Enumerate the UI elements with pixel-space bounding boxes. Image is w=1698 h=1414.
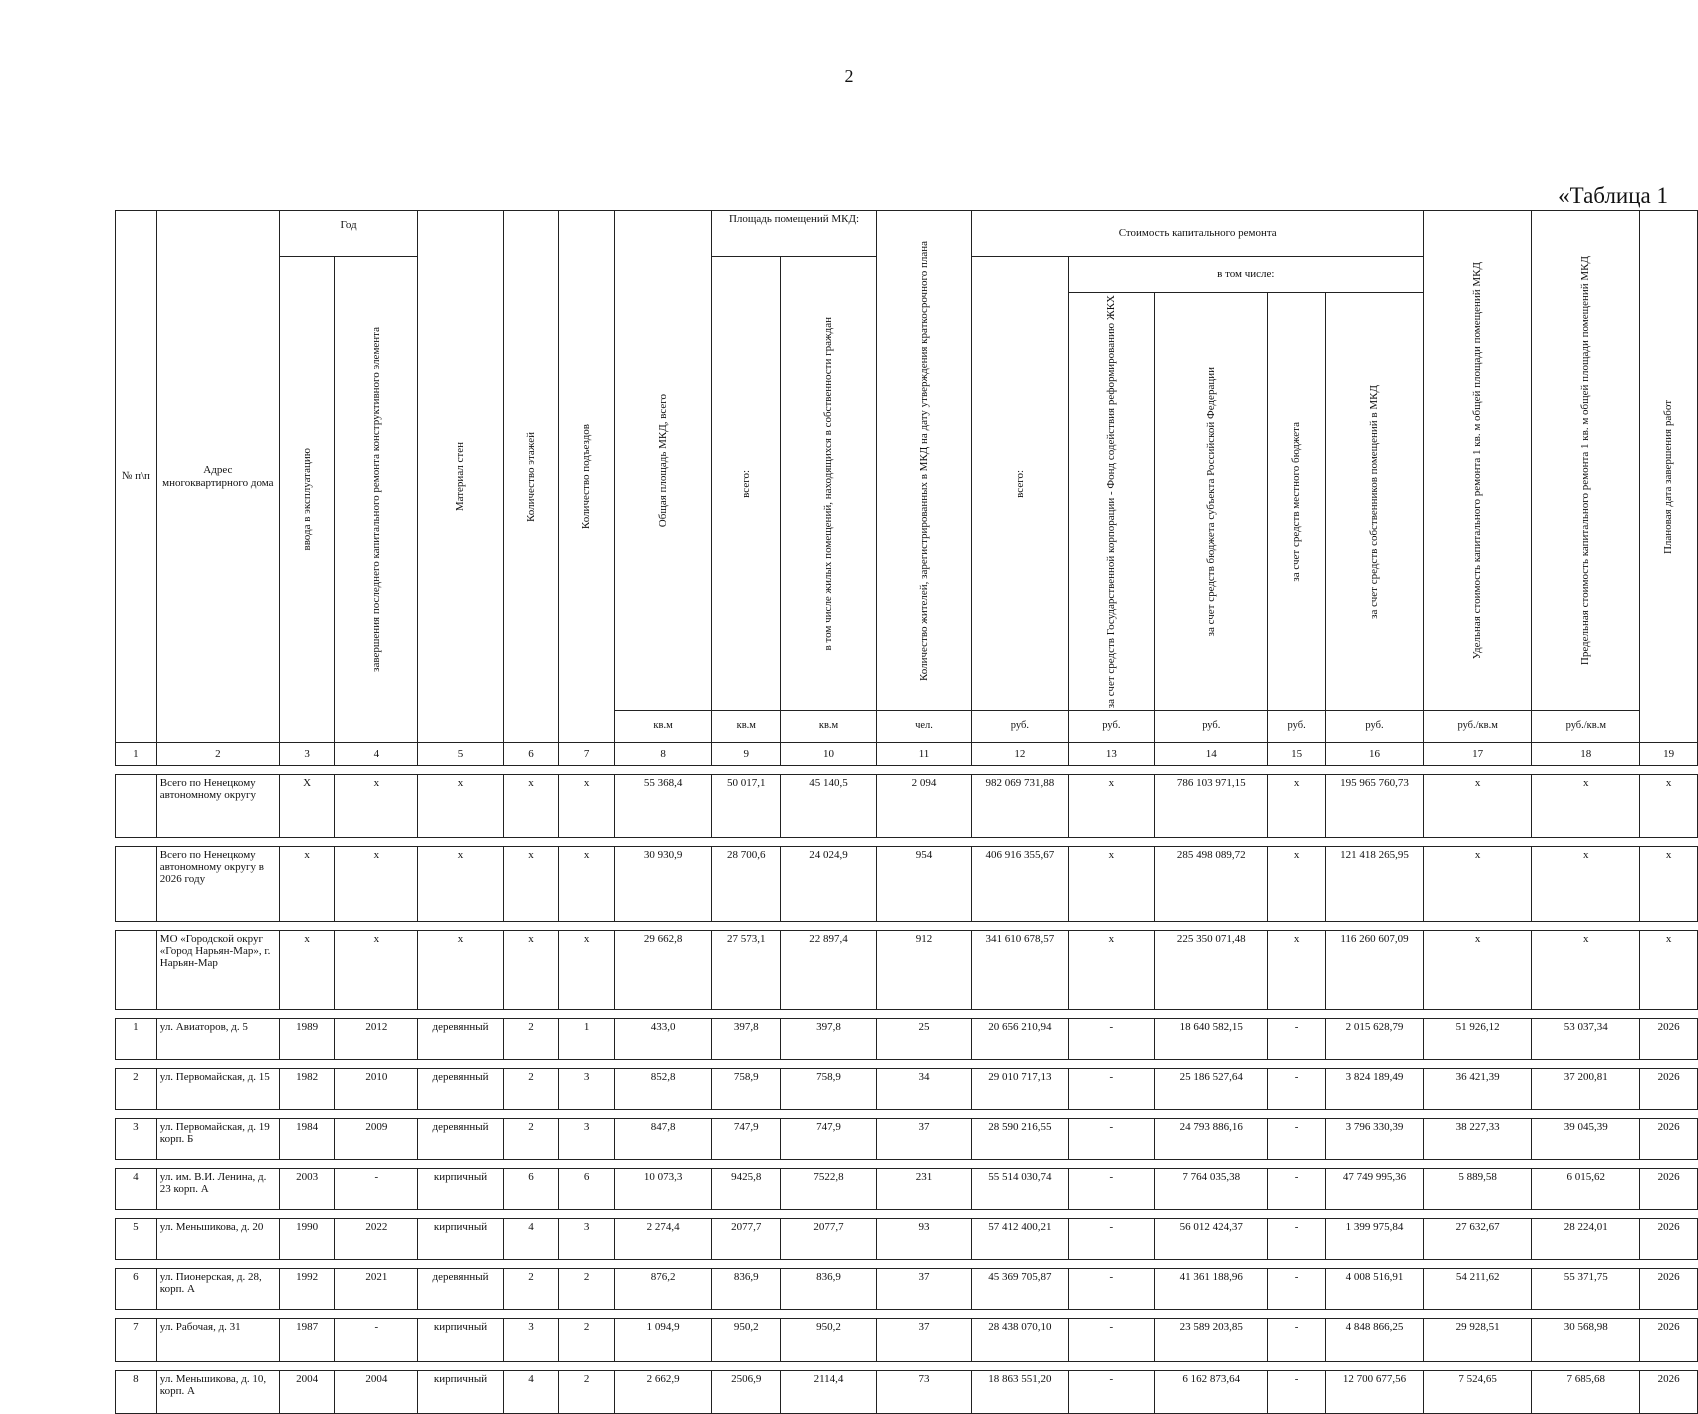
cell-value: 786 103 971,15	[1155, 775, 1268, 838]
cell-value: 954	[876, 847, 971, 922]
cell-row-number: 4	[116, 1169, 157, 1210]
cell-value: 950,2	[781, 1319, 876, 1362]
cell-value: 758,9	[712, 1069, 781, 1110]
cell-value: 1 094,9	[614, 1319, 711, 1362]
cell-value: х	[1268, 931, 1326, 1010]
header-cost-owners: за счет средств собственников помещений в МКД	[1325, 293, 1423, 711]
cell-value: 2	[559, 1319, 615, 1362]
cell-address: МО «Городской округ «Город Нарьян-Мар», г. Нарьян-Мар	[156, 931, 279, 1010]
cell-value: 3 796 330,39	[1325, 1119, 1423, 1160]
cell-value: х	[279, 847, 335, 922]
cell-value: 1984	[279, 1119, 335, 1160]
cell-value: 54 211,62	[1424, 1269, 1532, 1310]
cell-value: кирпичный	[418, 1169, 504, 1210]
cell-value: 2077,7	[712, 1219, 781, 1260]
header-address: Адрес многоквартирного дома	[156, 211, 279, 743]
column-number: 10	[781, 743, 876, 766]
cell-value: -	[1268, 1119, 1326, 1160]
cell-value: 20 656 210,94	[972, 1019, 1068, 1060]
cell-value: -	[1268, 1319, 1326, 1362]
cell-value: -	[335, 1319, 418, 1362]
table-body	[116, 775, 1698, 1414]
table-row	[116, 931, 1698, 1010]
cell-value: кирпичный	[418, 1219, 504, 1260]
table-row	[116, 1169, 1698, 1210]
unit-cell: кв.м	[712, 711, 781, 743]
column-number: 3	[279, 743, 335, 766]
table-row	[116, 1019, 1698, 1060]
cell-value: 28 224,01	[1532, 1219, 1640, 1260]
cell-value: 12 700 677,56	[1325, 1371, 1423, 1414]
cell-value: 2 274,4	[614, 1219, 711, 1260]
cell-value: 3	[559, 1219, 615, 1260]
cell-row-number	[116, 931, 157, 1010]
cell-row-number: 6	[116, 1269, 157, 1310]
cell-value: Х	[279, 775, 335, 838]
cell-value: 50 017,1	[712, 775, 781, 838]
cell-value: 121 418 265,95	[1325, 847, 1423, 922]
cell-value: деревянный	[418, 1019, 504, 1060]
cell-value: 2012	[335, 1019, 418, 1060]
column-number: 12	[972, 743, 1068, 766]
cell-value: 37	[876, 1319, 971, 1362]
cell-value: х	[1640, 847, 1698, 922]
cell-value: х	[1068, 931, 1155, 1010]
cell-value: 93	[876, 1219, 971, 1260]
cell-value: 2021	[335, 1269, 418, 1310]
cell-address: ул. Пионерская, д. 28, корп. А	[156, 1269, 279, 1310]
table-row	[116, 847, 1698, 922]
cell-value: 55 514 030,74	[972, 1169, 1068, 1210]
cell-value: х	[559, 931, 615, 1010]
cell-value: 73	[876, 1371, 971, 1414]
cell-value: 852,8	[614, 1069, 711, 1110]
cell-value: 10 073,3	[614, 1169, 711, 1210]
cell-value: 2	[503, 1069, 559, 1110]
unit-cell: кв.м	[614, 711, 711, 743]
table-header	[116, 211, 1698, 743]
column-number: 15	[1268, 743, 1326, 766]
cell-row-number: 7	[116, 1319, 157, 1362]
cell-value: х	[503, 931, 559, 1010]
table-row	[116, 1219, 1698, 1260]
cell-value: 285 498 089,72	[1155, 847, 1268, 922]
cell-value: 27 632,67	[1424, 1219, 1532, 1260]
header-entrances: Количество подъездов	[559, 211, 615, 743]
cell-value: 18 640 582,15	[1155, 1019, 1268, 1060]
header-repair-cost: Стоимость капитального ремонта	[972, 211, 1424, 257]
cell-value: -	[335, 1169, 418, 1210]
cell-value: 3	[559, 1069, 615, 1110]
cell-value: х	[418, 931, 504, 1010]
cell-value: 2506,9	[712, 1371, 781, 1414]
cell-value: 2	[559, 1269, 615, 1310]
cell-value: 3	[559, 1119, 615, 1160]
column-number: 6	[503, 743, 559, 766]
column-number: 2	[156, 743, 279, 766]
cell-value: 37 200,81	[1532, 1069, 1640, 1110]
cell-value: -	[1268, 1269, 1326, 1310]
unit-cell: руб.	[1068, 711, 1155, 743]
cell-value: 912	[876, 931, 971, 1010]
cell-value: 2026	[1640, 1269, 1698, 1310]
cell-address: ул. Рабочая, д. 31	[156, 1319, 279, 1362]
cell-value: 47 749 995,36	[1325, 1169, 1423, 1210]
cell-value: 51 926,12	[1424, 1019, 1532, 1060]
cell-value: 231	[876, 1169, 971, 1210]
column-number: 17	[1424, 743, 1532, 766]
cell-value: х	[1640, 931, 1698, 1010]
capital-repair-table	[115, 210, 1698, 1414]
header-cost-total: всего:	[972, 257, 1068, 711]
cell-value: кирпичный	[418, 1319, 504, 1362]
cell-value: 6 162 873,64	[1155, 1371, 1268, 1414]
table-row	[116, 1119, 1698, 1160]
cell-value: деревянный	[418, 1069, 504, 1110]
unit-cell: руб.	[972, 711, 1068, 743]
cell-address: ул. Меньшикова, д. 20	[156, 1219, 279, 1260]
cell-value: -	[1268, 1069, 1326, 1110]
cell-value: 747,9	[712, 1119, 781, 1160]
cell-value: 45 140,5	[781, 775, 876, 838]
cell-value: 3 824 189,49	[1325, 1069, 1423, 1110]
cell-value: -	[1068, 1019, 1155, 1060]
cell-value: деревянный	[418, 1269, 504, 1310]
cell-value: 28 438 070,10	[972, 1319, 1068, 1362]
cell-row-number: 2	[116, 1069, 157, 1110]
cell-value: 28 590 216,55	[972, 1119, 1068, 1160]
cell-value: 2026	[1640, 1319, 1698, 1362]
header-premises-area: Площадь помещений МКД:	[712, 211, 876, 257]
cell-row-number	[116, 775, 157, 838]
header-residents: Количество жителей, зарегистрированных в МКД на дату утверждения краткосрочного плана	[876, 211, 971, 711]
unit-cell: руб./кв.м	[1532, 711, 1640, 743]
cell-value: 23 589 203,85	[1155, 1319, 1268, 1362]
cell-value: 1982	[279, 1069, 335, 1110]
header-unit-cost: Удельная стоимость капитального ремонта 1 кв. м общей площади помещений МКД	[1424, 211, 1532, 711]
cell-value: 758,9	[781, 1069, 876, 1110]
column-number: 16	[1325, 743, 1423, 766]
header-no: № п\п	[116, 211, 157, 743]
cell-value: -	[1068, 1319, 1155, 1362]
cell-address: ул. Первомайская, д. 19 корп. Б	[156, 1119, 279, 1160]
column-number: 14	[1155, 743, 1268, 766]
cell-value: 406 916 355,67	[972, 847, 1068, 922]
cell-value: 2077,7	[781, 1219, 876, 1260]
cell-value: 4	[503, 1371, 559, 1414]
cell-value: 1 399 975,84	[1325, 1219, 1423, 1260]
cell-value: 22 897,4	[781, 931, 876, 1010]
cell-value: х	[1068, 775, 1155, 838]
column-number: 5	[418, 743, 504, 766]
cell-value: 7 764 035,38	[1155, 1169, 1268, 1210]
cell-value: х	[418, 847, 504, 922]
cell-value: х	[1532, 931, 1640, 1010]
cell-value: -	[1268, 1219, 1326, 1260]
cell-value: 56 012 424,37	[1155, 1219, 1268, 1260]
cell-value: 2026	[1640, 1119, 1698, 1160]
unit-cell: кв.м	[781, 711, 876, 743]
cell-value: х	[1424, 931, 1532, 1010]
cell-value: 55 368,4	[614, 775, 711, 838]
column-number: 13	[1068, 743, 1155, 766]
cell-value: 876,2	[614, 1269, 711, 1310]
header-year-commissioning: ввода в эксплуатацию	[279, 257, 335, 743]
cell-value: х	[335, 775, 418, 838]
cell-value: 4 008 516,91	[1325, 1269, 1423, 1310]
cell-value: 397,8	[712, 1019, 781, 1060]
cell-value: 2003	[279, 1169, 335, 1210]
cell-value: 6 015,62	[1532, 1169, 1640, 1210]
cell-value: 25 186 527,64	[1155, 1069, 1268, 1110]
table-row	[116, 1371, 1698, 1414]
cell-row-number: 1	[116, 1019, 157, 1060]
cell-value: х	[1532, 775, 1640, 838]
header-max-cost: Предельная стоимость капитального ремонта 1 кв. м общей площади помещений МКД	[1532, 211, 1640, 711]
column-number: 7	[559, 743, 615, 766]
column-numbers-row	[116, 743, 1698, 766]
header-wall-material: Материал стен	[418, 211, 504, 743]
cell-value: -	[1068, 1371, 1155, 1414]
cell-value: 836,9	[712, 1269, 781, 1310]
cell-value: 1990	[279, 1219, 335, 1260]
cell-address: Всего по Ненецкому автономному округу	[156, 775, 279, 838]
cell-value: 2 015 628,79	[1325, 1019, 1423, 1060]
page-number: 2	[844, 66, 854, 86]
cell-value: х	[1532, 847, 1640, 922]
cell-value: 950,2	[712, 1319, 781, 1362]
cell-value: 28 700,6	[712, 847, 781, 922]
cell-value: 36 421,39	[1424, 1069, 1532, 1110]
cell-value: 7 685,68	[1532, 1371, 1640, 1414]
cell-value: -	[1068, 1219, 1155, 1260]
header-including: в том числе:	[1068, 257, 1424, 293]
cell-value: кирпичный	[418, 1371, 504, 1414]
unit-cell: чел.	[876, 711, 971, 743]
cell-value: 397,8	[781, 1019, 876, 1060]
cell-value: 4 848 866,25	[1325, 1319, 1423, 1362]
cell-address: ул. Первомайская, д. 15	[156, 1069, 279, 1110]
cell-value: 34	[876, 1069, 971, 1110]
cell-address: ул. Авиаторов, д. 5	[156, 1019, 279, 1060]
column-number: 11	[876, 743, 971, 766]
cell-value: 2004	[279, 1371, 335, 1414]
cell-value: 2	[559, 1371, 615, 1414]
cell-value: 37	[876, 1269, 971, 1310]
cell-value: 18 863 551,20	[972, 1371, 1068, 1414]
cell-row-number: 5	[116, 1219, 157, 1260]
header-total-area: Общая площадь МКД, всего	[614, 211, 711, 711]
cell-value: 2	[503, 1119, 559, 1160]
cell-value: 225 350 071,48	[1155, 931, 1268, 1010]
header-cost-subject: за счет средств бюджета субъекта Российской Федерации	[1155, 293, 1268, 711]
cell-value: 2026	[1640, 1219, 1698, 1260]
cell-value: 1987	[279, 1319, 335, 1362]
cell-value: 2 094	[876, 775, 971, 838]
cell-value: 25	[876, 1019, 971, 1060]
cell-value: 2	[503, 1019, 559, 1060]
cell-value: х	[1068, 847, 1155, 922]
cell-value: 7 524,65	[1424, 1371, 1532, 1414]
cell-row-number	[116, 847, 157, 922]
cell-value: 3	[503, 1319, 559, 1362]
cell-value: 1992	[279, 1269, 335, 1310]
cell-value: х	[1268, 847, 1326, 922]
header-year: Год	[279, 211, 417, 257]
cell-value: х	[279, 931, 335, 1010]
cell-value: 6	[559, 1169, 615, 1210]
cell-value: 24 024,9	[781, 847, 876, 922]
column-number: 19	[1640, 743, 1698, 766]
cell-value: х	[1424, 847, 1532, 922]
cell-value: 982 069 731,88	[972, 775, 1068, 838]
table-row	[116, 1069, 1698, 1110]
cell-row-number: 3	[116, 1119, 157, 1160]
cell-value: 29 662,8	[614, 931, 711, 1010]
header-floors: Количество этажей	[503, 211, 559, 743]
cell-row-number: 8	[116, 1371, 157, 1414]
cell-value: 2026	[1640, 1371, 1698, 1414]
cell-value: 2010	[335, 1069, 418, 1110]
cell-value: х	[559, 775, 615, 838]
cell-value: 2022	[335, 1219, 418, 1260]
cell-address: ул. Меньшикова, д. 10, корп. А	[156, 1371, 279, 1414]
cell-value: х	[503, 775, 559, 838]
cell-value: 1	[559, 1019, 615, 1060]
cell-value: 2026	[1640, 1169, 1698, 1210]
cell-value: 2026	[1640, 1069, 1698, 1110]
table-caption: «Таблица 1	[1558, 183, 1668, 208]
cell-value: 37	[876, 1119, 971, 1160]
cell-value: -	[1068, 1119, 1155, 1160]
cell-value: 747,9	[781, 1119, 876, 1160]
column-number: 1	[116, 743, 157, 766]
header-premises-total: всего:	[712, 257, 781, 711]
cell-value: 55 371,75	[1532, 1269, 1640, 1310]
header-cost-local: за счет средств местного бюджета	[1268, 293, 1326, 711]
cell-value: деревянный	[418, 1119, 504, 1160]
cell-value: 45 369 705,87	[972, 1269, 1068, 1310]
cell-address: Всего по Ненецкому автономному округу в 2026 году	[156, 847, 279, 922]
cell-value: 57 412 400,21	[972, 1219, 1068, 1260]
cell-value: 24 793 886,16	[1155, 1119, 1268, 1160]
column-number: 18	[1532, 743, 1640, 766]
cell-value: 2 662,9	[614, 1371, 711, 1414]
cell-value: 836,9	[781, 1269, 876, 1310]
cell-value: -	[1068, 1269, 1155, 1310]
column-number: 4	[335, 743, 418, 766]
cell-value: 29 010 717,13	[972, 1069, 1068, 1110]
cell-value: 1989	[279, 1019, 335, 1060]
cell-value: -	[1268, 1169, 1326, 1210]
cell-address: ул. им. В.И. Ленина, д. 23 корп. А	[156, 1169, 279, 1210]
cell-value: 5 889,58	[1424, 1169, 1532, 1210]
cell-value: -	[1068, 1169, 1155, 1210]
cell-value: 2004	[335, 1371, 418, 1414]
cell-value: 2	[503, 1269, 559, 1310]
cell-value: 6	[503, 1169, 559, 1210]
cell-value: 2009	[335, 1119, 418, 1160]
column-number: 8	[614, 743, 711, 766]
cell-value: 9425,8	[712, 1169, 781, 1210]
cell-value: 433,0	[614, 1019, 711, 1060]
cell-value: х	[335, 931, 418, 1010]
unit-cell: руб.	[1155, 711, 1268, 743]
table-row	[116, 1319, 1698, 1362]
cell-value: -	[1268, 1371, 1326, 1414]
cell-value: 30 930,9	[614, 847, 711, 922]
cell-value: 30 568,98	[1532, 1319, 1640, 1362]
header-cost-fund: за счет средств Государственной корпорации - Фонд содействия реформированию ЖКХ	[1068, 293, 1155, 711]
cell-value: 341 610 678,57	[972, 931, 1068, 1010]
header-year-last-repair: завершения последнего капитального ремонта конструктивного элемента	[335, 257, 418, 743]
cell-value: 2114,4	[781, 1371, 876, 1414]
cell-value: 41 361 188,96	[1155, 1269, 1268, 1310]
cell-value: 53 037,34	[1532, 1019, 1640, 1060]
cell-value: 29 928,51	[1424, 1319, 1532, 1362]
cell-value: х	[503, 847, 559, 922]
header-premises-private: в том числе жилых помещений, находящихся в собственности граждан	[781, 257, 876, 711]
cell-value: х	[1268, 775, 1326, 838]
cell-value: 39 045,39	[1532, 1119, 1640, 1160]
cell-value: х	[559, 847, 615, 922]
cell-value: 2026	[1640, 1019, 1698, 1060]
cell-value: 7522,8	[781, 1169, 876, 1210]
cell-value: 847,8	[614, 1119, 711, 1160]
cell-value: 195 965 760,73	[1325, 775, 1423, 838]
unit-cell: руб.	[1268, 711, 1326, 743]
table-row	[116, 775, 1698, 838]
cell-value: 116 260 607,09	[1325, 931, 1423, 1010]
table-row	[116, 1269, 1698, 1310]
cell-value: х	[1424, 775, 1532, 838]
column-numbers	[116, 743, 1698, 775]
cell-value: -	[1068, 1069, 1155, 1110]
column-number: 9	[712, 743, 781, 766]
cell-value: х	[1640, 775, 1698, 838]
cell-value: 27 573,1	[712, 931, 781, 1010]
cell-value: х	[335, 847, 418, 922]
cell-value: 4	[503, 1219, 559, 1260]
header-plan-date: Плановая дата завершения работ	[1640, 211, 1698, 743]
cell-value: 38 227,33	[1424, 1119, 1532, 1160]
unit-cell: руб./кв.м	[1424, 711, 1532, 743]
cell-value: х	[418, 775, 504, 838]
unit-cell: руб.	[1325, 711, 1423, 743]
cell-value: -	[1268, 1019, 1326, 1060]
